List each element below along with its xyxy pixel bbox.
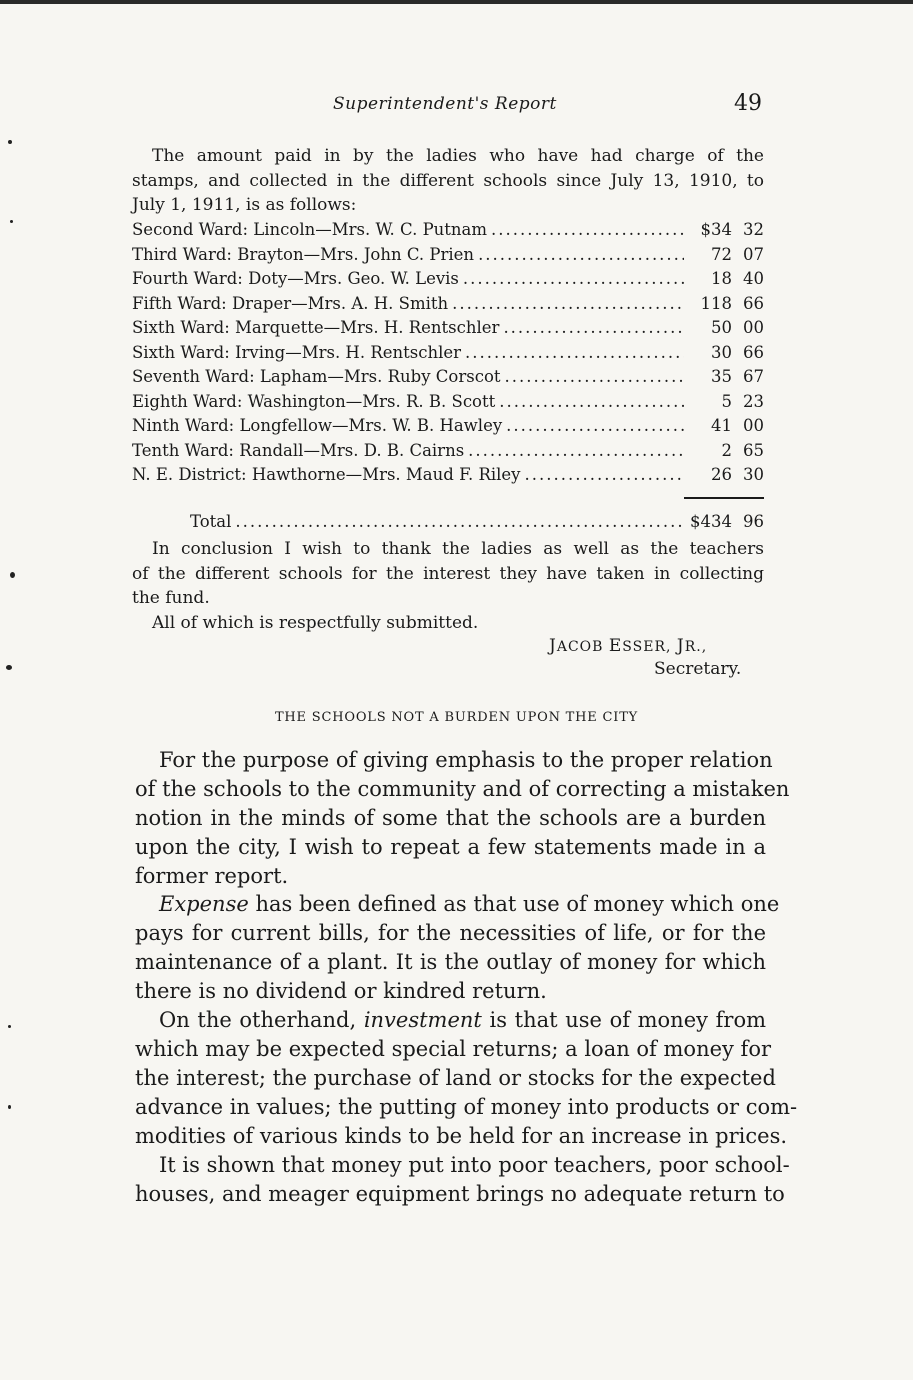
amount-cents: 23 [743, 391, 764, 411]
amount-dollars: 30 [711, 342, 732, 362]
table-row [132, 294, 764, 319]
text-line: stamps, and collected in the different schools since July 13, 1910, to [132, 170, 764, 191]
text-line: of the different schools for the interest they have taken in collecting [132, 563, 764, 584]
text-line: For the purpose of giving emphasis to the proper relation [159, 748, 773, 772]
text-line: houses, and meager equipment brings no adequate return to [135, 1182, 785, 1206]
total-row [190, 512, 764, 537]
table-row [132, 318, 764, 343]
body-paragraph [135, 890, 780, 1006]
text-line: of the schools to the community and of correcting a mistaken [135, 777, 790, 801]
collections-table [132, 220, 764, 490]
body-paragraph [135, 1006, 798, 1151]
page-header [0, 91, 913, 120]
ward-label: Second Ward: Lincoln—Mrs. W. C. Putnam [132, 220, 488, 239]
ward-label: N. E. District: Hawthorne—Mrs. Maud F. Riley [132, 465, 521, 484]
text-line: pays for current bills, for the necessities of life, or for the [135, 921, 766, 945]
body-paragraph [135, 1151, 790, 1209]
closing-paragraph [132, 537, 764, 635]
text-line: which may be expected special returns; a loan of money for [135, 1037, 772, 1061]
ward-label: Eighth Ward: Washington—Mrs. R. B. Scott [132, 391, 496, 411]
amount-dollars: 26 [711, 465, 732, 484]
leader-dots [463, 269, 684, 288]
text-line: It is shown that money put into poor teachers, poor school- [159, 1153, 790, 1177]
text-line: the fund. [132, 588, 210, 608]
leader-dots [235, 512, 684, 531]
leader-dots [452, 294, 684, 313]
page-number: 49 [734, 91, 762, 116]
leader-dots [491, 220, 684, 239]
amount-dollars: 35 [711, 367, 732, 386]
amount-cents: 32 [743, 220, 764, 239]
table-row [132, 416, 764, 441]
leader-dots [506, 416, 684, 435]
sum-rule [684, 497, 764, 499]
text-line: maintenance of a plant. It is the outlay of money for which [135, 950, 766, 974]
amount-cents: 07 [743, 244, 764, 264]
amount-cents: 65 [743, 440, 764, 460]
emphasized-term: investment [363, 1008, 482, 1032]
amount-cents: 30 [743, 465, 764, 484]
table-row [132, 441, 764, 466]
amount-dollars: 2 [721, 440, 732, 460]
amount-dollars: 18 [711, 269, 732, 288]
ward-label: Sixth Ward: Irving—Mrs. H. Rentschler [132, 342, 462, 362]
text-line: Expense has been defined as that use of money which one [159, 892, 780, 916]
ward-label: Fourth Ward: Doty—Mrs. Geo. W. Levis [132, 269, 459, 288]
amount-cents: 00 [743, 416, 764, 435]
text-line: the interest; the purchase of land or stocks for the expected [135, 1066, 776, 1090]
amount-dollars: 72 [711, 244, 732, 264]
text-line: notion in the minds of some that the schools are a burden [135, 806, 766, 830]
running-head: Superintendent's Report [333, 94, 557, 114]
table-row [190, 512, 764, 537]
amount-cents: 66 [743, 293, 764, 313]
leader-dots [478, 245, 684, 264]
margin-speck [8, 1025, 11, 1028]
margin-speck [10, 572, 15, 578]
body-paragraph [135, 746, 790, 891]
text-line: The amount paid in by the ladies who have had charge of the [152, 146, 764, 166]
amount-dollars: 41 [711, 416, 732, 435]
amount-cents: 67 [743, 367, 764, 386]
amount-cents: 40 [743, 269, 764, 288]
amount-cents: 66 [743, 342, 764, 362]
text-line: there is no dividend or kindred return. [135, 979, 547, 1003]
text-line: former report. [135, 864, 289, 888]
amount-dollars: 5 [721, 391, 732, 411]
table-row [132, 220, 764, 245]
leader-dots [499, 392, 684, 411]
text-line: modities of various kinds to be held for an increase in prices. [135, 1124, 788, 1148]
text-line: advance in values; the putting of money into products or com- [135, 1095, 798, 1119]
ward-label: Tenth Ward: Randall—Mrs. D. B. Cairns [132, 440, 465, 460]
leader-dots [505, 367, 684, 386]
leader-dots [525, 465, 684, 484]
submitted-line: All of which is respectfully submitted. [152, 612, 479, 633]
table-row [132, 343, 764, 368]
total-dollars: $434 [690, 512, 732, 531]
leader-dots [465, 343, 684, 362]
ward-label: Ninth Ward: Longfellow—Mrs. W. B. Hawley [132, 416, 503, 435]
amount-cents: 00 [743, 318, 764, 337]
leader-dots [503, 318, 684, 337]
total-label: Total [190, 512, 232, 531]
table-row [132, 269, 764, 294]
total-cents: 96 [743, 512, 764, 531]
margin-speck [8, 140, 12, 144]
ward-label: Sixth Ward: Marquette—Mrs. H. Rentschler [132, 318, 500, 337]
page-top-border [0, 0, 913, 4]
intro-paragraph [132, 144, 764, 218]
text-line: upon the city, I wish to repeat a few statements made in a [135, 835, 766, 859]
table-row [132, 465, 764, 490]
ward-label: Third Ward: Brayton—Mrs. John C. Prien [132, 244, 475, 264]
table-row [132, 392, 764, 417]
leader-dots [468, 441, 684, 460]
emphasized-term: Expense [159, 892, 249, 916]
table-row [132, 367, 764, 392]
text-line: On the otherhand, investment is that use of money from [159, 1008, 766, 1032]
margin-speck [6, 665, 12, 670]
amount-dollars: $34 [700, 220, 732, 239]
margin-speck [10, 220, 13, 223]
section-heading: THE SCHOOLS NOT A BURDEN UPON THE CITY [274, 710, 639, 725]
ward-label: Fifth Ward: Draper—Mrs. A. H. Smith [132, 293, 449, 313]
signature-title: Secretary. [654, 659, 742, 679]
ward-label: Seventh Ward: Lapham—Mrs. Ruby Corscot [132, 367, 501, 386]
table-row [132, 245, 764, 270]
margin-speck [8, 1105, 11, 1109]
amount-dollars: 118 [700, 293, 732, 313]
text-line: In conclusion I wish to thank the ladies as well as the teachers [152, 539, 764, 559]
text-line: July 1, 1911, is as follows: [132, 195, 357, 215]
signature-name: JACOB ESSER, JR., [549, 636, 708, 656]
amount-dollars: 50 [711, 318, 732, 337]
